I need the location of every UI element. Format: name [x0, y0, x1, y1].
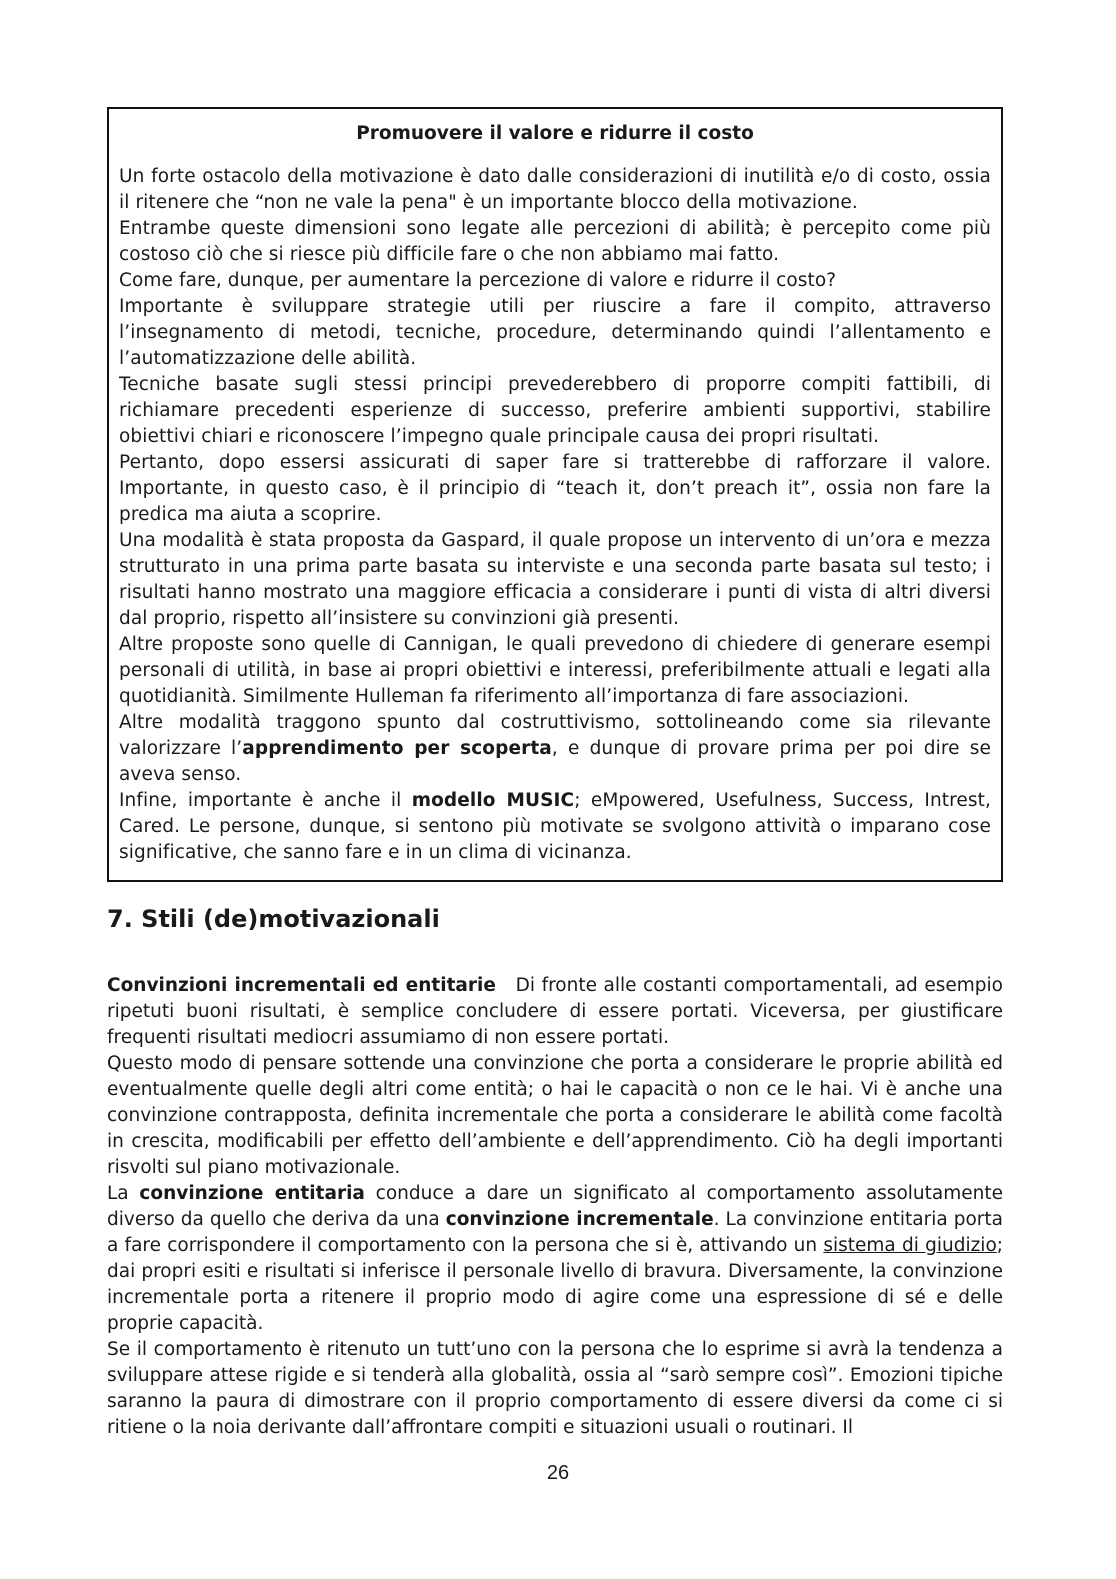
page-number: 26 [546, 1462, 570, 1484]
section-p3-bold-1: convinzione entitaria [139, 1183, 365, 1204]
section-paragraph-2: Questo modo di pensare sottende una convinzione che porta a considerare le proprie abilità ed eventualmente quelle degli altri come entità; o hai le capacità o non ce le hai. Vi è anche una convinzione contrapposta, definita incrementale che porta a considerare le abilità come facoltà in crescita, modificabili per effetto dell’ambiente e dell’apprendimento. Ciò ha degli importanti risvolti sul piano motivazionale. [107, 1053, 1003, 1178]
box-paragraph-7: Una modalità è stata proposta da Gaspard, il quale propose un intervento di un’ora e mezza strutturato in una prima parte basata su interviste e una seconda parte basata sul testo; i risultati hanno mostrato una maggiore efficacia a considerare i punti di vista di altri diversi dal proprio, rispetto all’insistere su convinzioni già presenti. [119, 530, 991, 629]
box-paragraph-2: Entrambe queste dimensioni sono legate alle percezioni di abilità; è percepito come più costoso ciò che si riesce più difficile fare o che non abbiamo mai fatto. [119, 218, 991, 265]
box-p9-bold: apprendimento per scoperta [242, 738, 552, 759]
box-paragraph-6: Pertanto, dopo essersi assicurati di saper fare si tratterebbe di rafforzare il valore. Importante, in questo caso, è il principio di “teach it, don’t preach it”, ossia non fare la predica ma aiuta a scoprire. [119, 452, 991, 525]
section-p3-bold-2: convinzione incrementale [445, 1209, 714, 1230]
highlight-box [107, 107, 1003, 882]
section-paragraph-4: Se il comportamento è ritenuto un tutt’uno con la persona che lo esprime si avrà la tendenza a sviluppare attese rigide e si tenderà alla globalità, ossia al “sarò sempre così”. Emozioni tipiche saranno la paura di dimostrare con il proprio comportamento di essere diversi da come ci si ritiene o la noia derivante dall’affrontare compiti e situazioni usuali o routinari. Il [107, 1339, 1003, 1438]
section-p3-a: La [107, 1183, 140, 1204]
box-p10-bold: modello MUSIC [411, 790, 575, 811]
section-p3-b: conduce a dare un significato al comportamento assolutamente diverso da quello che deriva da una [107, 1183, 1003, 1230]
box-paragraph-3: Come fare, dunque, per aumentare la percezione di valore e ridurre il costo? [119, 270, 837, 291]
section-heading: 7. Stili (de)motivazionali [107, 905, 440, 933]
section-body [107, 973, 1003, 1441]
section-paragraph-1 [107, 973, 1003, 1051]
section-paragraph-3 [107, 1181, 1003, 1337]
box-paragraph-10 [119, 788, 991, 866]
box-paragraph-4: Importante è sviluppare strategie utili per riuscire a fare il compito, attraverso l’insegnamento di metodi, tecniche, procedure, determinando quindi l’allentamento e l’automatizzazione delle abilità. [119, 296, 991, 369]
section-p3-c: . La convinzione entitaria porta a fare corrispondere il comportamento con la persona che si è, attivando un [107, 1209, 1003, 1256]
box-paragraph-8: Altre proposte sono quelle di Cannigan, le quali prevedono di chiedere di generare esempi personali di utilità, in base ai propri obiettivi e interessi, preferibilmente attuali e legati alla quotidianità. Similmente Hulleman fa riferimento all’importanza di fare associazioni. [119, 634, 991, 707]
box-p10-text-a: Infine, importante è anche il [119, 790, 412, 811]
section-p1-bold: Convinzioni incrementali ed entitarie [107, 975, 496, 996]
box-p10-text-b: ; eMpowered, Usefulness, Success, Intrest, Cared. Le persone, dunque, si sentono più motivate se svolgono attività o imparano cose significative, che sanno fare e in un clima di vicinanza. [119, 790, 991, 863]
box-paragraph-9 [119, 710, 991, 788]
section-p3-d: ; dai propri esiti e risultati si inferisce il personale livello di bravura. Diversamente, la convinzione incrementale porta a ritenere il proprio modo di agire come una espressione di sé e delle proprie capacità. [107, 1235, 1003, 1334]
box-p9-text-b: , e dunque di provare prima per poi dire se aveva senso. [119, 738, 991, 785]
box-paragraph-1: Un forte ostacolo della motivazione è dato dalle considerazioni di inutilità e/o di costo, ossia il ritenere che “non ne vale la pena" è un importante blocco della motivazione. [119, 166, 991, 213]
box-paragraph-5: Tecniche basate sugli stessi principi prevederebbero di proporre compiti fattibili, di richiamare precedenti esperienze di successo, preferire ambienti supportivi, stabilire obiettivi chiari e riconoscere l’impegno quale principale causa dei propri risultati. [119, 374, 991, 447]
box-title: Promuovere il valore e ridurre il costo [356, 123, 754, 144]
section-p3-underline: sistema di giudizio [823, 1235, 997, 1256]
box-p9-text-a: Altre modalità traggono spunto dal costruttivismo, sottolineando come sia rilevante valorizzare l’ [119, 712, 991, 759]
section-p1-text: Di fronte alle costanti comportamentali, ad esempio ripetuti buoni risultati, è semplice concludere di essere portati. Viceversa, per giustificare frequenti risultati mediocri assumiamo di non essere portati. [107, 975, 1003, 1048]
